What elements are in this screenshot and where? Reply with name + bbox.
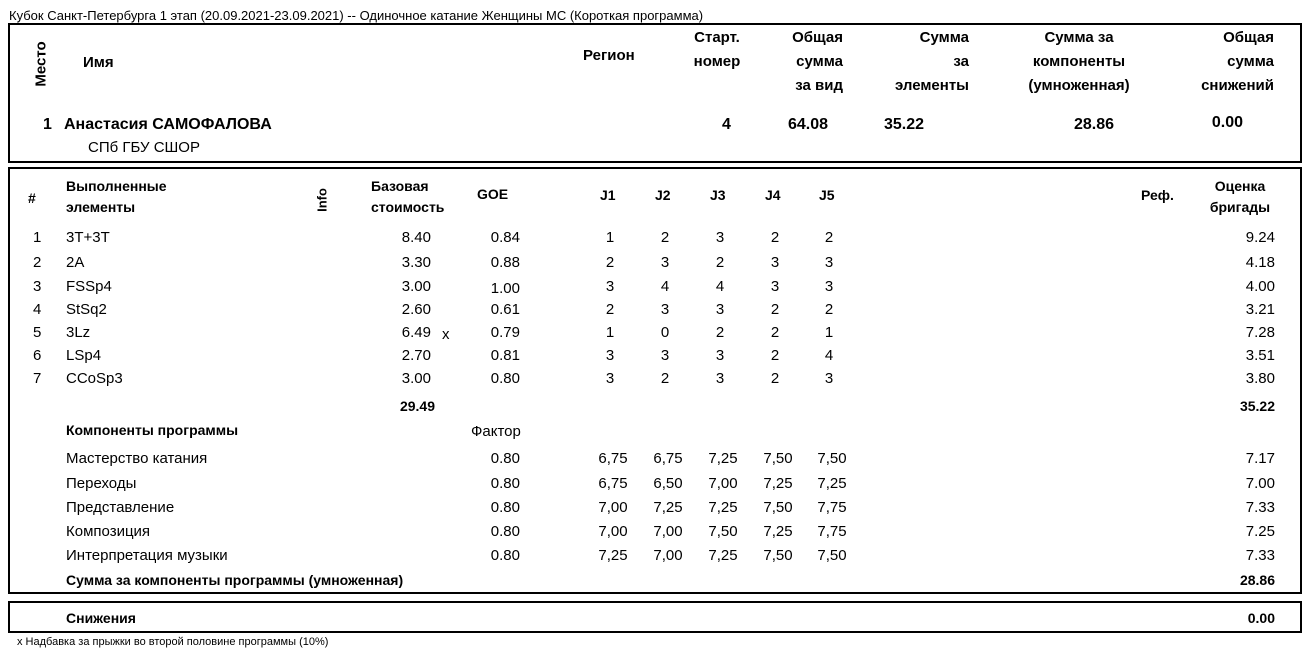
factor-header: Фактор — [471, 423, 521, 440]
element-goe: 0.80 — [490, 370, 520, 387]
skater-place: 1 — [43, 116, 52, 133]
element-judge-1-score: 2 — [605, 254, 615, 271]
element-base-value: 3.30 — [401, 254, 431, 271]
element-base-value: 3.00 — [401, 278, 431, 295]
element-judge-3-score: 2 — [715, 324, 725, 341]
element-judge-1-score: 3 — [605, 347, 615, 364]
component-judge-5-score: 7,50 — [817, 450, 847, 467]
element-judge-2-score: 4 — [660, 278, 670, 295]
component-judge-3-score: 7,25 — [708, 499, 738, 516]
total-score-header: Общая сумма за вид — [792, 29, 843, 94]
element-panel-score: 9.24 — [1245, 229, 1275, 246]
element-number: 6 — [33, 347, 42, 364]
element-panel-score: 4.18 — [1245, 254, 1275, 271]
element-panel-score: 3.80 — [1245, 370, 1275, 387]
element-base-value: 6.49 — [401, 324, 431, 341]
element-judge-2-score: 0 — [660, 324, 670, 341]
component-judge-3-score: 7,25 — [708, 450, 738, 467]
component-judge-1-score: 7,00 — [598, 499, 628, 516]
element-judge-1-score: 3 — [605, 370, 615, 387]
component-judge-5-score: 7,50 — [817, 547, 847, 564]
skater-name: Анастасия САМОФАЛОВА — [64, 116, 272, 133]
element-judge-4-score: 2 — [770, 324, 780, 341]
element-judge-5-score: 3 — [824, 254, 834, 271]
component-panel-score: 7.17 — [1245, 450, 1275, 467]
element-goe: 0.81 — [490, 347, 520, 364]
component-judge-2-score: 7,00 — [653, 523, 683, 540]
element-goe: 0.79 — [490, 324, 520, 341]
component-judge-3-score: 7,25 — [708, 547, 738, 564]
element-panel-score: 4.00 — [1245, 278, 1275, 295]
elements-score-header: Сумма за элементы — [894, 29, 969, 94]
element-name: CCoSp3 — [66, 370, 123, 387]
elements-header: Выполненные элементы — [66, 178, 167, 215]
base-value-header: Базовая стоимость — [371, 178, 445, 215]
skater-total-score: 64.08 — [787, 116, 828, 133]
components-total-label: Сумма за компоненты программы (умноженная) — [66, 572, 404, 588]
element-goe: 0.84 — [490, 229, 520, 246]
component-panel-score: 7.33 — [1245, 547, 1275, 564]
element-name: 3Lz — [66, 324, 91, 341]
deductions-label: Снижения — [66, 610, 136, 626]
footnote: x Надбавка за прыжки во второй половине программы (10%) — [17, 636, 329, 648]
element-judge-5-score: 3 — [824, 370, 834, 387]
judge-4-header: J4 — [765, 187, 781, 203]
element-name: FSSp4 — [66, 278, 112, 295]
deductions-panel — [8, 601, 1302, 633]
skater-club: СПб ГБУ СШОР — [88, 139, 200, 156]
skater-elements-score: 35.22 — [883, 116, 924, 133]
element-name: 3T+3T — [66, 229, 110, 246]
judge-3-header: J3 — [710, 187, 726, 203]
element-judge-5-score: 3 — [824, 278, 834, 295]
element-base-value: 8.40 — [401, 229, 431, 246]
component-judge-1-score: 6,75 — [598, 475, 628, 492]
component-factor: 0.80 — [490, 450, 520, 467]
element-judge-3-score: 3 — [715, 347, 725, 364]
component-factor: 0.80 — [490, 475, 520, 492]
component-judge-2-score: 6,50 — [653, 475, 683, 492]
element-judge-1-score: 1 — [605, 324, 615, 341]
element-base-value: 3.00 — [401, 370, 431, 387]
element-judge-1-score: 1 — [605, 229, 615, 246]
component-panel-score: 7.00 — [1245, 475, 1275, 492]
component-judge-1-score: 7,00 — [598, 523, 628, 540]
component-panel-score: 7.33 — [1245, 499, 1275, 516]
info-header: Info — [314, 188, 330, 212]
component-judge-4-score: 7,25 — [763, 475, 793, 492]
element-number: 7 — [33, 370, 42, 387]
component-judge-3-score: 7,00 — [708, 475, 738, 492]
element-judge-5-score: 4 — [824, 347, 834, 364]
element-base-value: 2.60 — [401, 301, 431, 318]
element-judge-1-score: 2 — [605, 301, 615, 318]
elements-base-total: 29.49 — [399, 398, 435, 414]
element-judge-2-score: 3 — [660, 347, 670, 364]
element-goe: 0.61 — [490, 301, 520, 318]
component-judge-2-score: 7,00 — [653, 547, 683, 564]
element-judge-2-score: 2 — [660, 370, 670, 387]
deductions-value: 0.00 — [1247, 610, 1275, 626]
element-number: 2 — [33, 254, 42, 271]
element-number: 3 — [33, 278, 42, 295]
element-number: 4 — [33, 301, 42, 318]
element-goe: 0.88 — [490, 254, 520, 271]
element-name: StSq2 — [66, 301, 107, 318]
element-judge-3-score: 3 — [715, 301, 725, 318]
panel-score-header: Оценка бригады — [1209, 178, 1271, 215]
components-header: Компоненты программы — [66, 422, 239, 438]
component-judge-2-score: 6,75 — [653, 450, 683, 467]
element-info: x — [442, 326, 450, 343]
element-name: LSp4 — [66, 347, 102, 364]
component-factor: 0.80 — [490, 523, 520, 540]
element-judge-2-score: 3 — [660, 254, 670, 271]
component-name: Композиция — [66, 523, 151, 540]
elements-score-total: 35.22 — [1239, 398, 1275, 414]
component-judge-4-score: 7,50 — [763, 547, 793, 564]
component-judge-5-score: 7,75 — [817, 523, 847, 540]
component-judge-2-score: 7,25 — [653, 499, 683, 516]
judge-1-header: J1 — [600, 187, 616, 203]
skater-components-score: 28.86 — [1073, 116, 1114, 133]
component-name: Интерпретация музыки — [66, 547, 228, 564]
element-goe: 1.00 — [490, 280, 520, 297]
element-judge-5-score: 1 — [824, 324, 834, 341]
component-name: Переходы — [66, 475, 137, 492]
element-judge-4-score: 2 — [770, 301, 780, 318]
goe-header: GOE — [477, 186, 509, 202]
component-name: Мастерство катания — [66, 450, 208, 467]
element-judge-4-score: 3 — [770, 254, 780, 271]
component-judge-4-score: 7,25 — [763, 523, 793, 540]
component-judge-4-score: 7,50 — [763, 499, 793, 516]
start-number-header: Старт. номер — [693, 29, 741, 70]
deductions-header: Общая сумма снижений — [1201, 29, 1274, 94]
component-panel-score: 7.25 — [1245, 523, 1275, 540]
element-panel-score: 3.51 — [1245, 347, 1275, 364]
component-judge-5-score: 7,25 — [817, 475, 847, 492]
judge-5-header: J5 — [819, 187, 835, 203]
component-judge-4-score: 7,50 — [763, 450, 793, 467]
element-judge-4-score: 2 — [770, 347, 780, 364]
element-judge-5-score: 2 — [824, 229, 834, 246]
name-header: Имя — [83, 54, 114, 71]
skater-start-number: 4 — [722, 116, 731, 133]
components-total-score: 28.86 — [1239, 572, 1275, 588]
element-judge-2-score: 2 — [660, 229, 670, 246]
element-judge-3-score: 2 — [715, 254, 725, 271]
element-judge-4-score: 2 — [770, 229, 780, 246]
component-judge-1-score: 6,75 — [598, 450, 628, 467]
element-base-value: 2.70 — [401, 347, 431, 364]
place-header: Место — [32, 41, 50, 87]
element-judge-5-score: 2 — [824, 301, 834, 318]
component-judge-1-score: 7,25 — [598, 547, 628, 564]
element-judge-2-score: 3 — [660, 301, 670, 318]
component-judge-3-score: 7,50 — [708, 523, 738, 540]
element-panel-score: 3.21 — [1245, 301, 1275, 318]
element-number: 1 — [33, 229, 42, 246]
event-title: Кубок Санкт-Петербурга 1 этап (20.09.2021-23.09.2021) -- Одиночное катание Женщины МС (Короткая программа) — [9, 8, 704, 23]
element-judge-4-score: 3 — [770, 278, 780, 295]
component-factor: 0.80 — [490, 499, 520, 516]
element-judge-3-score: 3 — [715, 370, 725, 387]
element-name: 2A — [66, 254, 85, 271]
element-judge-3-score: 4 — [715, 278, 725, 295]
referee-header: Реф. — [1141, 187, 1174, 203]
element-number: 5 — [33, 324, 42, 341]
component-name: Представление — [66, 499, 175, 516]
component-factor: 0.80 — [490, 547, 520, 564]
element-judge-1-score: 3 — [605, 278, 615, 295]
component-judge-5-score: 7,75 — [817, 499, 847, 516]
components-score-header: Сумма за компоненты (умноженная) — [1028, 29, 1130, 94]
region-header: Регион — [583, 47, 635, 64]
element-judge-4-score: 2 — [770, 370, 780, 387]
element-panel-score: 7.28 — [1245, 324, 1275, 341]
skater-deductions: 0.00 — [1211, 114, 1243, 131]
element-judge-3-score: 3 — [715, 229, 725, 246]
judge-2-header: J2 — [655, 187, 671, 203]
element-number-header: # — [28, 190, 36, 206]
